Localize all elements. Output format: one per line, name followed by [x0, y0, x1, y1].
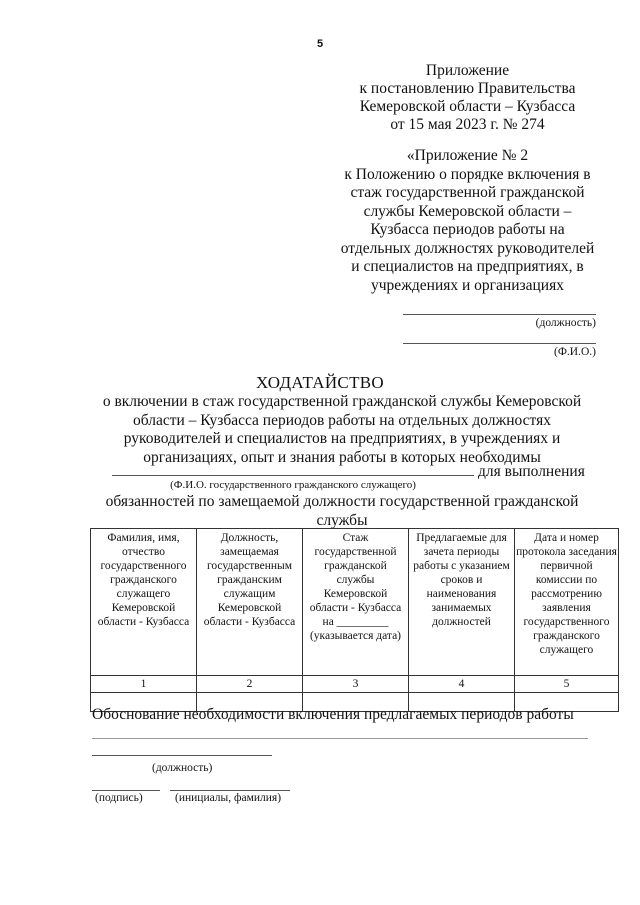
- fio-caption: (Ф.И.О. государственного гражданского служащего): [170, 479, 416, 491]
- duties-text: [92, 493, 592, 530]
- column-number: 2: [197, 676, 303, 693]
- header-cell: Фамилия, имя, отчество государственного гражданского служащего Кемеровской области - Кузбасса: [91, 529, 197, 676]
- appendix2-header-line: Кузбасса периодов работы на: [370, 221, 565, 238]
- column-number: 1: [91, 676, 197, 693]
- duties-line: обязанностей по замещаемой должности государственной гражданской: [105, 493, 579, 510]
- appendix-header-line: от 15 мая 2023 г. № 274: [390, 116, 545, 133]
- signature-line: [92, 790, 160, 791]
- initials-line: [170, 790, 290, 791]
- periods-table: [90, 528, 619, 712]
- header-cell: Дата и номер протокола заседания первичной комиссии по рассмотрению заявления государственного гражданского служащего: [515, 529, 619, 676]
- signer-position-caption: (должность): [152, 762, 213, 774]
- document-title: ХОДАТАЙСТВО: [256, 373, 384, 392]
- appendix-header-line: к постановлению Правительства: [359, 80, 576, 97]
- addressee-position-line: [403, 314, 596, 315]
- appendix2-header-line: отдельных должностях руководителей: [340, 239, 595, 257]
- appendix2-header: [330, 147, 605, 295]
- body-line: организациях, опыт и знания работы в которых необходимы: [143, 448, 541, 466]
- addressee-position-caption: (должность): [535, 317, 596, 329]
- duties-line: службы: [316, 511, 368, 529]
- appendix-header: [330, 62, 605, 134]
- appendix-header-line: Приложение: [425, 62, 510, 79]
- table-header-row: [91, 529, 619, 676]
- addressee-name-line: [403, 343, 596, 344]
- page-number: 5: [316, 38, 324, 50]
- column-number: 4: [409, 676, 515, 693]
- appendix2-header-line: и специалистов на предприятиях, в: [351, 258, 584, 275]
- addressee-name-caption: (Ф.И.О.): [554, 346, 596, 358]
- header-cell: Стаж государственной гражданской службы Кемеровской области - Кузбасса на _________ (указывается дата): [303, 529, 409, 676]
- signer-position-line: [92, 755, 272, 756]
- justification-text: Обоснование необходимости включения предлагаемых периодов работы: [92, 706, 574, 723]
- appendix2-header-line: к Положению о порядке включения в: [344, 165, 591, 183]
- signature-caption: (подпись): [95, 792, 143, 804]
- column-number-row: [91, 676, 619, 693]
- appendix2-header-line: учреждениях и организациях: [371, 276, 564, 294]
- appendix-header-line: Кемеровской области – Кузбасса: [359, 98, 576, 115]
- column-number: 5: [515, 676, 619, 693]
- header-cell: Предлагаемые для зачета периоды работы с указанием сроков и наименования занимаемых должностей: [409, 529, 515, 676]
- column-number: 3: [303, 676, 409, 693]
- for-performing-text: для выполнения: [478, 463, 585, 480]
- body-line: о включении в стаж государственной гражданской службы Кемеровской: [102, 393, 582, 410]
- body-line: области – Кузбасса периодов работы на отдельных должностях: [132, 411, 551, 429]
- fio-line: [112, 475, 474, 476]
- appendix2-header-line: «Приложение № 2: [406, 147, 529, 164]
- appendix2-header-line: стаж государственной гражданской: [350, 184, 585, 201]
- appendix2-header-line: службы Кемеровской области –: [363, 202, 572, 220]
- initials-caption: (инициалы, фамилия): [175, 792, 282, 804]
- header-cell: Должность, замещаемая государственным гражданским служащим Кемеровской области - Кузбасса: [197, 529, 303, 676]
- body-line: руководителей и специалистов на предприятиях, в учреждениях и: [123, 430, 561, 447]
- justification-line: [92, 738, 588, 739]
- petition-body: [92, 393, 592, 467]
